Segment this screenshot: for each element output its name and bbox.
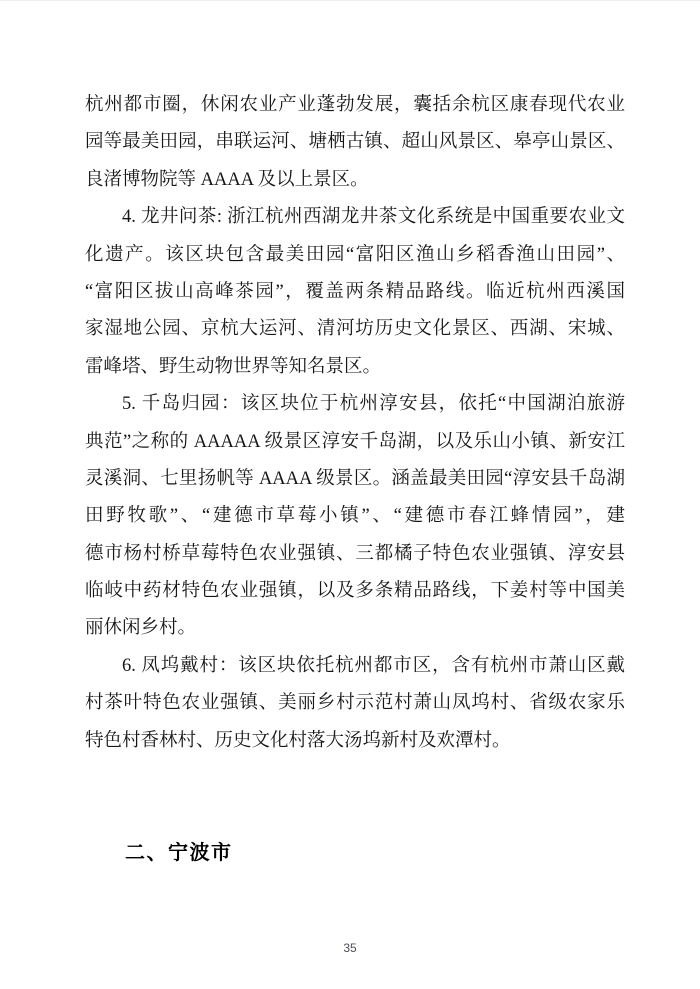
text-line: 村茶叶特色农业强镇、美丽乡村示范村萧山凤坞村、省级农家乐 (85, 693, 625, 714)
text-line: 丽休闲乡村。 (85, 618, 197, 639)
text-line: 良渚博物院等 AAAA 及以上景区。 (85, 169, 369, 190)
document-body (85, 87, 625, 760)
text-line: 园等最美田园，串联运河、塘栖古镇、超山风景区、皋亭山景区、 (85, 132, 625, 153)
text-line: 特色村香林村、历史文化村落大汤坞新村及欢潭村。 (85, 730, 511, 751)
section-heading: 二、宁波市 (125, 842, 233, 865)
text-line: 家湿地公园、京杭大运河、清河坊历史文化景区、西湖、宋城、 (85, 319, 625, 340)
text-line: 田野牧歌”、“建德市草莓小镇”、“建德市春江蜂情园”，建 (85, 506, 625, 527)
text-line: 4. 龙井问茶: 浙江杭州西湖龙井茶文化系统是中国重要农业文 (122, 207, 625, 228)
text-line: 灵溪洞、七里扬帆等 AAAA 级景区。涵盖最美田园“淳安县千岛湖 (85, 468, 625, 489)
text-line: 5. 千岛归园：该区块位于杭州淳安县，依托“中国湖泊旅游 (122, 394, 625, 415)
paragraph (85, 648, 625, 760)
text-line: 德市杨村桥草莓特色农业强镇、三都橘子特色农业强镇、淳安县 (85, 543, 625, 564)
text-line: 典范”之称的 AAAAA 级景区淳安千岛湖，以及乐山小镇、新安江 (85, 431, 625, 452)
text-line: 化遗产。该区块包含最美田园“富阳区渔山乡稻香渔山田园”、 (85, 244, 625, 265)
text-line: 6. 凤坞戴村：该区块依托杭州都市区，含有杭州市萧山区戴 (122, 655, 625, 676)
text-line: 杭州都市圈，休闲农业产业蓬勃发展，囊括余杭区康春现代农业 (85, 95, 625, 115)
text-line: 雷峰塔、野生动物世界等知名景区。 (85, 356, 382, 377)
paragraph (85, 87, 625, 199)
text-line: “富阳区拔山高峰茶园”，覆盖两条精品路线。临近杭州西溪国 (85, 281, 625, 302)
paragraph (85, 386, 625, 648)
paragraph (85, 199, 625, 386)
text-line: 临岐中药材特色农业强镇，以及多条精品路线，下姜村等中国美 (85, 581, 625, 602)
page-number: 35 (343, 941, 357, 955)
